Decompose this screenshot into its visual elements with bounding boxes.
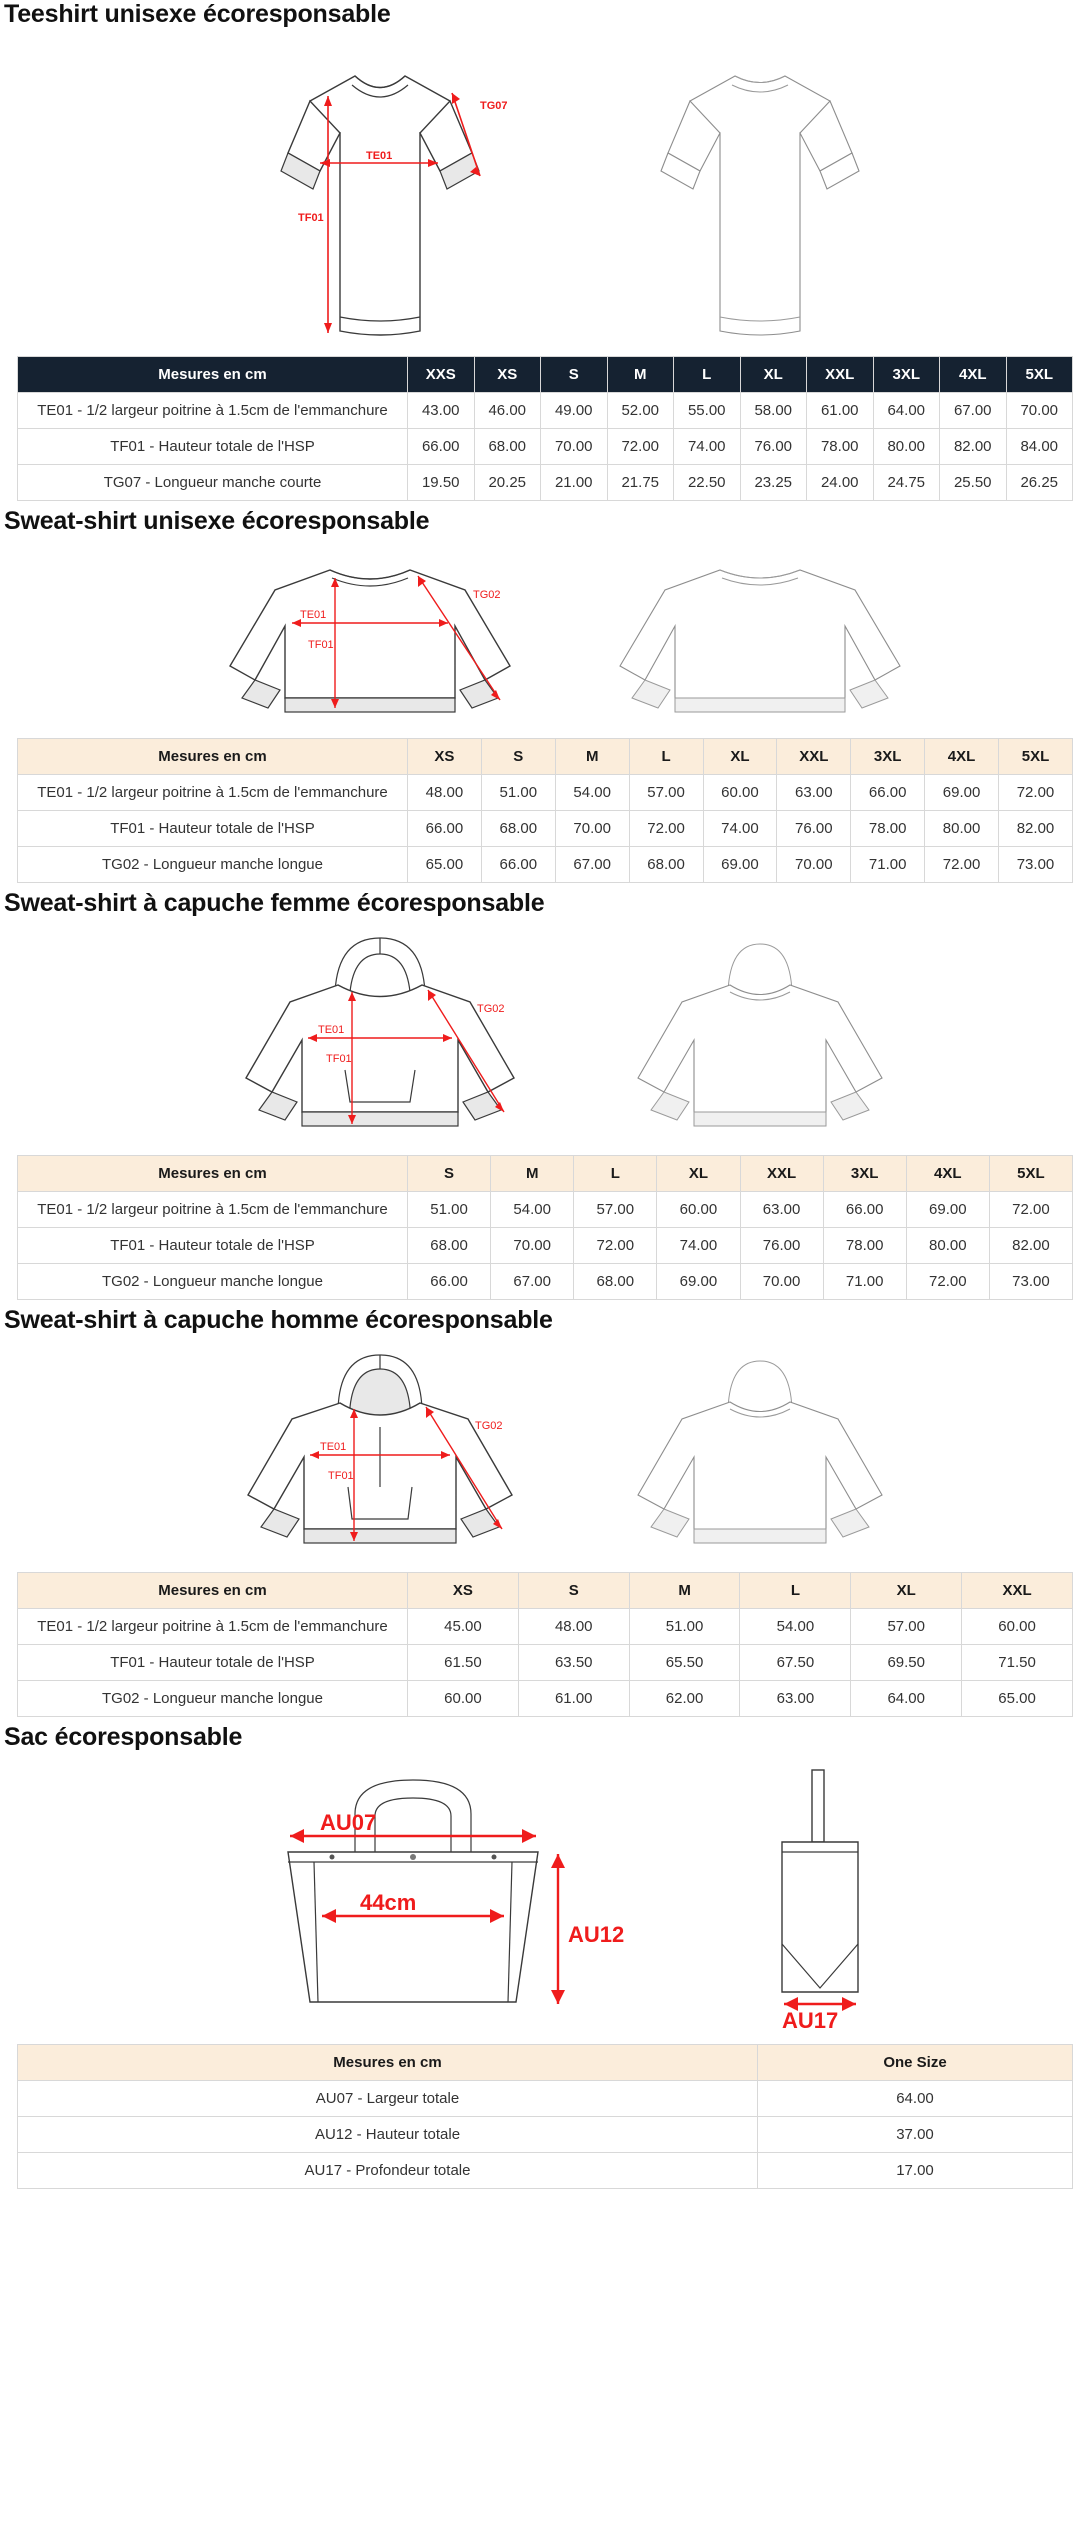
cell: 66.00 [408,811,482,847]
row-label: TG07 - Longueur manche courte [18,465,408,501]
cell: 54.00 [555,775,629,811]
cell: 57.00 [574,1192,657,1228]
cell: 80.00 [925,811,999,847]
cell: 69.00 [657,1264,740,1300]
cell: 78.00 [823,1228,906,1264]
cell: 66.00 [481,847,555,883]
table-header-row [18,1573,1073,1609]
cell: 55.00 [674,393,741,429]
svg-text:TF01: TF01 [326,1053,352,1065]
section-teeshirt [0,0,1090,501]
row-label: TF01 - Hauteur totale de l'HSP [18,1228,408,1264]
table-row [18,1645,1073,1681]
col-header: M [629,1573,740,1609]
col-header: Mesures en cm [18,1156,408,1192]
cell: 78.00 [851,811,925,847]
cell: 63.00 [740,1192,823,1228]
table-row [18,1681,1073,1717]
cell: 71.00 [851,847,925,883]
col-header: Mesures en cm [18,357,408,393]
cell: 70.00 [777,847,851,883]
svg-text:TG02: TG02 [477,1003,505,1015]
col-header: S [481,739,555,775]
section-hoodie-femme [0,889,1090,1300]
cell: 68.00 [481,811,555,847]
table-row [18,2153,1073,2189]
cell: 46.00 [474,393,541,429]
cell: 72.00 [629,811,703,847]
cell: 80.00 [906,1228,989,1264]
cell: 72.00 [925,847,999,883]
size-table-hoodie-homme [17,1572,1073,1717]
cell: 72.00 [607,429,674,465]
cell: 69.00 [925,775,999,811]
col-header: XL [740,357,807,393]
table-header [18,1156,1073,1192]
cell: 65.00 [962,1681,1073,1717]
cell: 73.00 [989,1264,1072,1300]
cell: 63.00 [740,1681,851,1717]
table-row [18,393,1073,429]
page-title-hoodie-homme: Sweat-shirt à capuche homme écoresponsable [4,1306,553,1334]
cell: 69.50 [851,1645,962,1681]
cell: 76.00 [777,811,851,847]
cell: 70.00 [740,1264,823,1300]
cell: 69.00 [906,1192,989,1228]
page-title-sac: Sac écoresponsable [4,1723,243,1751]
col-header: XXL [807,357,874,393]
sweatshirt-front-illustration [180,548,580,728]
row-label: AU12 - Hauteur totale [18,2117,758,2153]
col-header: S [518,1573,629,1609]
col-header: XL [703,739,777,775]
cell: 68.00 [574,1264,657,1300]
cell: 19.50 [408,465,475,501]
svg-text:TE01: TE01 [300,609,327,621]
cell: 51.00 [481,775,555,811]
cell: 64.00 [758,2081,1073,2117]
cell: 49.00 [541,393,608,429]
cell: 17.00 [758,2153,1073,2189]
cell: 68.00 [629,847,703,883]
table-header [18,739,1073,775]
cell: 70.00 [555,811,629,847]
cell: 60.00 [703,775,777,811]
cell: 60.00 [408,1681,519,1717]
cell: 76.00 [740,1228,823,1264]
row-label: AU07 - Largeur totale [18,2081,758,2117]
cell: 52.00 [607,393,674,429]
svg-text:TF01: TF01 [298,212,324,224]
cell: 26.25 [1006,465,1073,501]
table-header [18,2045,1073,2081]
svg-text:TG02: TG02 [475,1420,503,1432]
section-hoodie-homme [0,1306,1090,1717]
cell: 63.50 [518,1645,629,1681]
cell: 22.50 [674,465,741,501]
col-header: Mesures en cm [18,739,408,775]
svg-text:TE01: TE01 [318,1024,345,1036]
cell: 72.00 [999,775,1073,811]
page-title-hoodie-femme: Sweat-shirt à capuche femme écoresponsable [4,889,545,917]
sac-front-illustration [170,1764,690,2034]
svg-text:TE01: TE01 [366,150,393,162]
col-header: XXL [777,739,851,775]
cell: 37.00 [758,2117,1073,2153]
col-header: 4XL [925,739,999,775]
col-header: S [408,1156,491,1192]
cell: 48.00 [518,1609,629,1645]
cell: 45.00 [408,1609,519,1645]
cell: 67.00 [940,393,1007,429]
table-row [18,1228,1073,1264]
cell: 76.00 [740,429,807,465]
col-header: 4XL [906,1156,989,1192]
size-table-sweatshirt [17,738,1073,883]
cell: 70.00 [1006,393,1073,429]
col-header: L [740,1573,851,1609]
teeshirt-figure [0,35,1090,356]
sweatshirt-figure [0,542,1090,738]
svg-text:TG02: TG02 [473,589,501,601]
hoodie-homme-back-illustration [610,1347,910,1562]
cell: 82.00 [940,429,1007,465]
table-row [18,2117,1073,2153]
cell: 20.25 [474,465,541,501]
row-label: AU17 - Profondeur totale [18,2153,758,2189]
cell: 63.00 [777,775,851,811]
cell: 57.00 [851,1609,962,1645]
cell: 61.50 [408,1645,519,1681]
cell: 82.00 [999,811,1073,847]
cell: 69.00 [703,847,777,883]
row-label: TE01 - 1/2 largeur poitrine à 1.5cm de l'emmanchure [18,1609,408,1645]
cell: 60.00 [657,1192,740,1228]
row-label: TG02 - Longueur manche longue [18,847,408,883]
cell: 72.00 [906,1264,989,1300]
col-header: 3XL [823,1156,906,1192]
cell: 72.00 [989,1192,1072,1228]
cell: 51.00 [629,1609,740,1645]
hoodie-homme-figure [0,1341,1090,1572]
table-row [18,2081,1073,2117]
dimension-au07 [290,1810,536,1843]
cell: 58.00 [740,393,807,429]
col-header: 3XL [873,357,940,393]
cell: 62.00 [629,1681,740,1717]
col-header: XS [408,1573,519,1609]
cell: 74.00 [674,429,741,465]
col-header: 5XL [989,1156,1072,1192]
cell: 23.25 [740,465,807,501]
cell: 71.00 [823,1264,906,1300]
table-row [18,811,1073,847]
table-row [18,1609,1073,1645]
cell: 80.00 [873,429,940,465]
dimension-au17 [782,1997,856,2033]
col-header: 3XL [851,739,925,775]
hoodie-femme-front-illustration [180,930,580,1145]
cell: 65.50 [629,1645,740,1681]
table-row [18,465,1073,501]
table-header [18,357,1073,393]
col-header: XS [474,357,541,393]
size-table-hoodie-femme [17,1155,1073,1300]
cell: 61.00 [518,1681,629,1717]
cell: 68.00 [408,1228,491,1264]
svg-text:TG07: TG07 [480,100,508,112]
cell: 71.50 [962,1645,1073,1681]
table-header-row [18,2045,1073,2081]
col-header: 5XL [999,739,1073,775]
cell: 66.00 [408,1264,491,1300]
row-label: TE01 - 1/2 largeur poitrine à 1.5cm de l'emmanchure [18,393,408,429]
hoodie-femme-figure [0,924,1090,1155]
cell: 66.00 [823,1192,906,1228]
svg-text:AU07: AU07 [320,1810,377,1835]
cell: 74.00 [657,1228,740,1264]
cell: 66.00 [408,429,475,465]
cell: 64.00 [873,393,940,429]
section-sac [0,1723,1090,2189]
sac-figure [0,1758,1090,2044]
col-header: S [541,357,608,393]
cell: 48.00 [408,775,482,811]
cell: 84.00 [1006,429,1073,465]
page-title-teeshirt: Teeshirt unisexe écoresponsable [4,0,391,28]
cell: 72.00 [574,1228,657,1264]
svg-text:AU12: AU12 [568,1922,625,1947]
cell: 43.00 [408,393,475,429]
col-header: M [491,1156,574,1192]
col-header: L [629,739,703,775]
table-row [18,1192,1073,1228]
table-header [18,1573,1073,1609]
cell: 66.00 [851,775,925,811]
cell: 68.00 [474,429,541,465]
cell: 67.50 [740,1645,851,1681]
col-header: XL [657,1156,740,1192]
cell: 73.00 [999,847,1073,883]
cell: 25.50 [940,465,1007,501]
cell: 21.00 [541,465,608,501]
cell: 54.00 [740,1609,851,1645]
table-header-row [18,357,1073,393]
cell: 21.75 [607,465,674,501]
col-header: Mesures en cm [18,1573,408,1609]
cell: 24.75 [873,465,940,501]
svg-text:TE01: TE01 [320,1441,347,1453]
cell: 64.00 [851,1681,962,1717]
table-row [18,1264,1073,1300]
table-header-row [18,739,1073,775]
col-header: L [674,357,741,393]
cell: 70.00 [541,429,608,465]
col-header: One Size [758,2045,1073,2081]
cell: 74.00 [703,811,777,847]
cell: 60.00 [962,1609,1073,1645]
col-header: Mesures en cm [18,2045,758,2081]
page-title-sweatshirt: Sweat-shirt unisexe écoresponsable [4,507,430,535]
col-header: XS [408,739,482,775]
svg-text:AU17: AU17 [782,2008,839,2033]
table-row [18,847,1073,883]
section-sweatshirt [0,507,1090,883]
table-row [18,429,1073,465]
row-label: TF01 - Hauteur totale de l'HSP [18,429,408,465]
svg-text:44cm: 44cm [360,1890,417,1915]
sweatshirt-back-illustration [610,548,910,728]
col-header: XL [851,1573,962,1609]
col-header: M [607,357,674,393]
col-header: L [574,1156,657,1192]
cell: 61.00 [807,393,874,429]
teeshirt-front-illustration [180,41,580,346]
row-label: TE01 - 1/2 largeur poitrine à 1.5cm de l'emmanchure [18,1192,408,1228]
cell: 24.00 [807,465,874,501]
row-label: TE01 - 1/2 largeur poitrine à 1.5cm de l'emmanchure [18,775,408,811]
cell: 67.00 [491,1264,574,1300]
dimension-au12 [551,1854,624,2004]
cell: 65.00 [408,847,482,883]
col-header: M [555,739,629,775]
svg-text:TF01: TF01 [308,639,334,651]
cell: 54.00 [491,1192,574,1228]
cell: 70.00 [491,1228,574,1264]
teeshirt-back-illustration [610,41,910,346]
row-label: TG02 - Longueur manche longue [18,1681,408,1717]
cell: 78.00 [807,429,874,465]
col-header: 4XL [940,357,1007,393]
size-table-sac [17,2044,1073,2189]
cell: 57.00 [629,775,703,811]
sac-side-illustration [720,1764,920,2034]
col-header: 5XL [1006,357,1073,393]
table-row [18,775,1073,811]
row-label: TF01 - Hauteur totale de l'HSP [18,811,408,847]
row-label: TF01 - Hauteur totale de l'HSP [18,1645,408,1681]
col-header: XXL [962,1573,1073,1609]
hoodie-femme-back-illustration [610,930,910,1145]
row-label: TG02 - Longueur manche longue [18,1264,408,1300]
hoodie-homme-front-illustration [180,1347,580,1562]
col-header: XXL [740,1156,823,1192]
cell: 67.00 [555,847,629,883]
cell: 51.00 [408,1192,491,1228]
table-header-row [18,1156,1073,1192]
size-table-teeshirt [17,356,1073,501]
cell: 82.00 [989,1228,1072,1264]
col-header: XXS [408,357,475,393]
svg-text:TF01: TF01 [328,1470,354,1482]
